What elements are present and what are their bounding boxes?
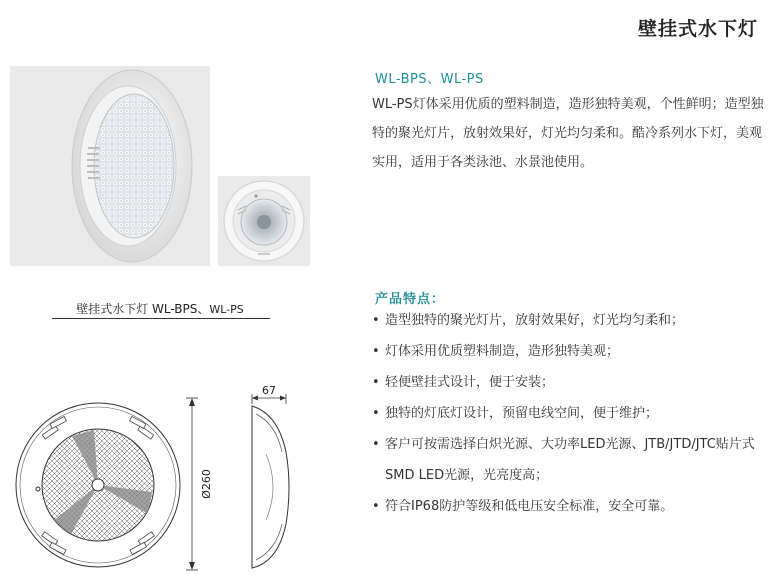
depth-label: 67 [262,384,276,397]
feature-text: 独特的灯底灯设计，预留电线空间，便于维护； [385,406,659,421]
product-photo-large [10,66,210,266]
model-heading: WL-BPS、WL-PS [375,72,484,87]
front-view-drawing [12,396,184,578]
list-item [372,305,770,336]
feature-text: 造型独特的聚光灯片，放射效果好，灯光均匀柔和； [385,313,685,328]
caption-suffix: WL-PS [209,303,244,316]
bullet-icon: • [372,313,380,328]
caption-underline [52,318,270,319]
feature-text: 符合IP68防护等级和低电压安全标准，安全可靠。 [385,499,674,514]
page-title: 壁挂式水下灯 [637,18,758,40]
product-description: WL-PS灯体采用优质的塑料制造，造形独特美观，个性鲜明；造型独特的聚光灯片，放射效果好，灯光均匀柔和。酷冷系列水下灯，美观实用，适用于各类泳池、水景池使用。 [372,97,764,170]
feature-text: 轻便壁挂式设计，便于安装； [385,375,555,390]
bullet-icon: • [372,499,380,514]
product-caption [10,300,310,317]
feature-text: 灯体采用优质塑料制造，造形独特美观； [385,344,620,359]
diameter-label: Ø260 [200,469,213,499]
bullet-icon: • [372,375,380,390]
list-item [372,491,770,522]
product-photo-small [218,176,310,266]
bullet-icon: • [372,406,380,421]
features-heading: 产品特点： [375,292,446,307]
caption-prefix: 壁挂式水下灯 WL-BPS、 [76,302,210,316]
bullet-icon: • [372,344,380,359]
bullet-icon: • [372,437,380,452]
feature-text: 客户可按需选择白炽光源、大功率LED光源、JTB/JTD/JTC贴片式SMD LED光源，光亮度高； [385,437,755,483]
list-item [372,336,770,367]
list-item [372,398,770,429]
feature-list [372,305,770,522]
side-view-drawing [182,384,302,580]
list-item [372,429,770,491]
list-item [372,367,770,398]
